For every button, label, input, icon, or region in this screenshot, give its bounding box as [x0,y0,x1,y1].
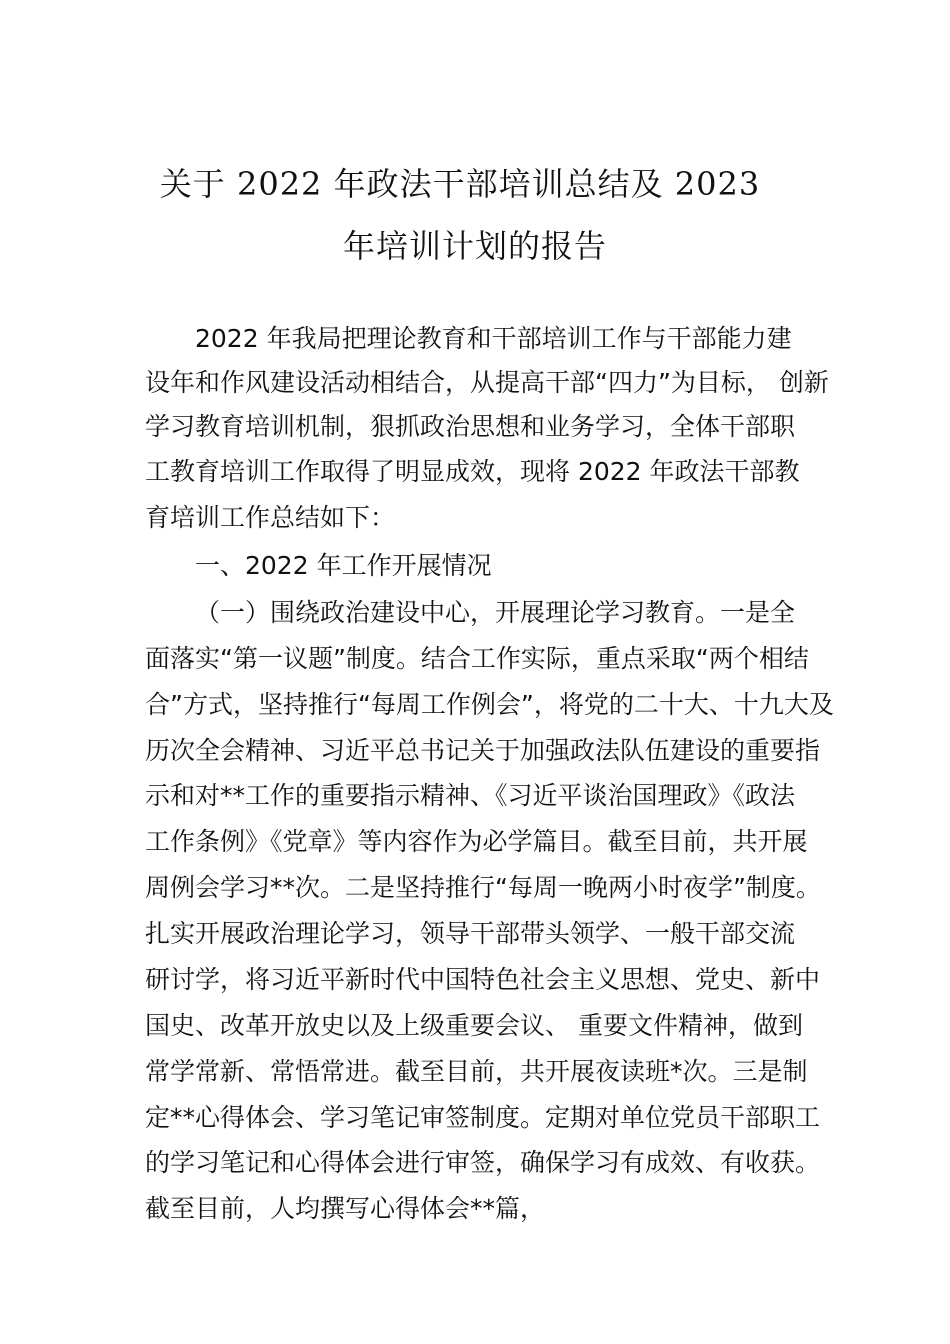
body-line: 的学习笔记和心得体会进行审签，确保学习有成效、有收获。 [145,1148,821,1177]
body-line: 育培训工作总结如下： [145,503,396,532]
body-line: 研讨学，将习近平新时代中国特色社会主义思想、党史、新中 [145,965,821,994]
title-line-1: 关于 2022 年政法干部培训总结及 2023 [159,165,761,203]
body-line: 合”方式，坚持推行“每周工作例会”，将党的二十大、十九大及 [145,690,834,719]
body-line: 2022 年我局把理论教育和干部培训工作与干部能力建 [195,324,792,353]
body-line: （一）围绕政治建设中心，开展理论学习教育。一是全 [195,598,796,627]
body-line: 截至目前，人均撰写心得体会**篇， [145,1194,546,1223]
body-line: 设年和作风建设活动相结合，从提高干部“四力”为目标， 创新 [145,368,829,397]
body-line: 周例会学习**次。二是坚持推行“每周一晚两小时夜学”制度。 [145,873,821,902]
body-line: 示和对**工作的重要指示精神、《习近平谈治国理政》《政法 [145,781,796,810]
body-line: 国史、改革开放史以及上级重要会议、 重要文件精神，做到 [145,1011,803,1040]
body-line: 面落实“第一议题”制度。结合工作实际，重点采取“两个相结 [145,644,809,673]
body-line: 工作条例》《党章》等内容作为必学篇目。截至目前，共开展 [145,827,808,856]
body-line: 定**心得体会、学习笔记审签制度。定期对单位党员干部职工 [145,1103,821,1132]
section-heading: 一、2022 年工作开展情况 [195,551,492,580]
body-line: 常学常新、常悟常进。截至目前，共开展夜读班*次。三是制 [145,1057,808,1086]
body-line: 扎实开展政治理论学习，领导干部带头领学、一般干部交流 [145,919,796,948]
body-line: 工教育培训工作取得了明显成效，现将 2022 年政法干部教 [145,457,800,486]
body-line: 历次全会精神、习近平总书记关于加强政法队伍建设的重要指 [145,736,821,765]
body-line: 学习教育培训机制，狠抓政治思想和业务学习，全体干部职 [145,412,796,441]
title-line-2: 年培训计划的报告 [342,227,607,265]
